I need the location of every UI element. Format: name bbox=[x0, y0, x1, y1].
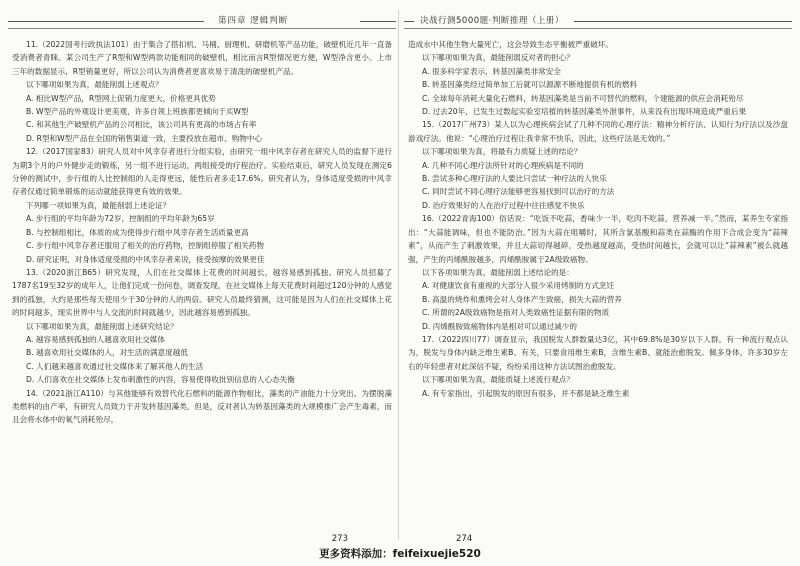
answer-option: D. 研究证明，对身体适度受损的中风幸存者来说，接受按摩的效果更佳 bbox=[26, 254, 265, 264]
answer-option: B. 尝试多种心理疗法的人要比只尝试一种疗法的人快乐 bbox=[422, 174, 607, 184]
question-prompt: 以下哪项如果为真，最能削弱上述研究结论？ bbox=[26, 321, 178, 331]
answer-option: D. 治疗效果好的人在治疗过程中往往感觉不快乐 bbox=[422, 200, 585, 210]
answer-option: B. W型产品的外观设计更美观，许多自领上班族都更倾向于买W型 bbox=[26, 107, 249, 117]
right-page-body bbox=[408, 38, 788, 400]
question-stem: 13.（2020浙江B65）研究发现，人们在社交媒体上花费的时间越长，越容易感到孤独。研究人员招募了1787名19至32岁的成年人，让他们完成一份问卷，调查发现，在社交媒体上每天花费时间超过120分钟的人感觉到的孤独，大约是那些每天使用少于30分钟的人的两倍。研究人员最终猜测，这可能是因为人们在社交媒体上花的时间越多，现实世界中与人交流的时间就越少，因此越容易感到孤独。 bbox=[12, 267, 392, 318]
header-underline bbox=[404, 28, 792, 29]
answer-option: A. 几种不同心理疗法所针对的心理疾病是不同的 bbox=[422, 160, 584, 170]
left-page-body bbox=[12, 38, 392, 427]
answer-option: C. 所谓的2A级致癌物是指对人类致癌性证据有限的物质 bbox=[422, 308, 610, 318]
question-prompt: 以下各项如果为真，最能削弱上述结论的是： bbox=[422, 267, 574, 277]
question-prompt: 以下哪项如果为真，将最有力质疑上述的结论？ bbox=[422, 147, 582, 157]
header-rule bbox=[8, 21, 204, 22]
answer-option: B. 越喜欢用社交媒体的人，对生活的满意度越低 bbox=[26, 348, 188, 358]
answer-option: D. 丙烯酰胺致癌物体内是相对可以通过减少的 bbox=[422, 321, 577, 331]
answer-option: C. 步行组中风幸存者还服用了相关的治疗药物，控制组停服了相关药物 bbox=[26, 241, 264, 251]
answer-option: C. 全球每年消耗大量化石燃料，转基因藻类是当前不可替代的燃料，个建能源的供应会消耗殆尽 bbox=[422, 93, 744, 103]
answer-option: A. 相比W型产品，R型网上促销力度更大，价格更具优势 bbox=[26, 93, 216, 103]
left-page bbox=[8, 8, 396, 544]
question-prompt: 下列哪一项如果为真，最能削弱上述论证？ bbox=[26, 200, 171, 210]
paragraph: 造成水中其他生物大量死亡，这会导致生态平衡被严重破坏。 bbox=[408, 40, 614, 49]
page-number: 273 bbox=[331, 534, 348, 544]
answer-option: C. 同时尝试不同心理疗法能够更容易找到可以治疗的方法 bbox=[422, 187, 615, 197]
question-stem: 11.（2022国考行政执法101）由于集合了搭扣机、马桶、厨理机、研磨机等产品功能，破壁机近几年一直备受消费者青睐。某公司生产了R型和W型两款功能相同的破壁机，相比而言R型情况更方便，W型净含更小。上市三年的数据显示，R型销量更好，所以公司认为消费者更喜欢易于清洗的破壁机产品。 bbox=[12, 40, 392, 76]
answer-option: B. 与控制组相比，体质的成为使得步行组中风幸存者生活质量更高 bbox=[26, 227, 249, 237]
answer-option: D. 人们喜欢在社交媒体上发布刺激性的内容，容易使得收批别信息的人心态失衡 bbox=[26, 375, 295, 385]
answer-option: B. 高温的烧炸和熏烤会对人身体产生致癌，损失大蒜的营养 bbox=[422, 294, 622, 304]
question-prompt: 以下哪项如果为真，最能削弱反对者的担心？ bbox=[422, 53, 574, 63]
answer-option: C. 人们越来越喜欢通过社交媒体来了解其他人的生活 bbox=[26, 361, 204, 371]
question-stem: 12.（2017国家83）研究人员对中风幸存者进行分组实验，由研究一组中风幸存者在研究人员的监督下进行为期3个月的户外健步走的锻炼，另一组不进行运动，两组接受的疗程治疗。实验结束后，研究人员发现在测定6分钟的测试中，步行组的人比控制组的人走得更远，能性后者多走17.6%。研究者认为，身体适度受损的中风幸存者仅通过简单锻炼的运动就能获得更有效的效果。 bbox=[12, 147, 392, 197]
question-stem: 17.（2022四川77）调查显示，我国脱发人群数量达3亿，其中69.8%是30岁以下人群。有一种流行观点认为，脱发与身体内缺乏维生素B、有关，只要食用维生素B，含维生素B、就能治愈脱发。佩多身体，许多30岁左右的年轻患者对此深信不疑，纷纷采用这种方法试图治愈脱发。 bbox=[408, 334, 788, 371]
answer-option: C. 和其他生产破壁机产品的公司相比，该公司具有更高的市场占有率 bbox=[26, 120, 257, 130]
watermark-footer: 更多资料添加：feifeixuejie520 bbox=[319, 548, 481, 560]
answer-option: B. 转基因藻类经过简单加工后就可以源源不断地提供有机的燃料 bbox=[422, 80, 638, 90]
answer-option: A. 越容易感到孤独的人越喜欢用社交媒体 bbox=[26, 334, 165, 344]
header-rule bbox=[574, 21, 792, 22]
answer-option: D. R型和W型产品在全国的销售渠道一致，主要投放在超市、购物中心 bbox=[26, 133, 263, 143]
answer-option: A. 很多科学家表示，转基因藻类非常安全 bbox=[422, 66, 561, 76]
right-page bbox=[404, 8, 792, 544]
answer-option: D. 过去20年，已发生过数起实验室培植的转基因藻类外泄事件，从来没有出现环境造成严重后果 bbox=[422, 107, 747, 117]
question-stem: 14.（2021浙江A110）与其他能够有效替代化石燃料的能源作物相比，藻类的产油能力十分突出。为摆脱藻类燃料的由产率，有研究人员致力于开发转基因藻类。但是，反对者认为转基因藻类的大规模推广会产生毒素，而且会将水体中的氧气消耗殆尽， bbox=[12, 388, 392, 425]
header-rule bbox=[360, 21, 396, 22]
header-underline bbox=[8, 28, 396, 29]
answer-option: A. 有专家指出，引起脱发的原因有很多，并不都是缺乏维生素 bbox=[422, 388, 630, 398]
page-number: 274 bbox=[456, 534, 473, 544]
header-rule bbox=[404, 21, 414, 22]
left-running-header bbox=[8, 14, 396, 28]
question-stem: 15.（2017广州73）某人以为心理疾病会试了几种不同的心理疗法：精神分析疗法、认知行为疗法以及沙盘游戏疗法。他说：“心理治疗过程让我非常不快乐，因此，这些疗法是无效的。” bbox=[408, 120, 788, 143]
book-gutter bbox=[398, 10, 399, 540]
question-stem: 16.（2022青海100）俗话说：“吃饭不吃蒜，香味少一半，吃肉不吃蒜，营养减一半。”然而，某养生专家指出：“大蒜能调味，但也不能防治。”因为大蒜在咀嚼时，其所含氯基酸和蒜类在蒜酶的作用下合成会变为“蒜辣素”，从而产生了刺激效果，并且大蒜切得越碎，受热越度越高，受热时间越长，会就可以让“蒜辣素”被么就越强，产生的丙烯酰胺越多，丙烯酰胺属于2A级致癌物。 bbox=[408, 214, 788, 264]
right-running-header bbox=[404, 14, 792, 28]
answer-option: A. 对健康饮食有重视的大部分人很少采用烤制的方式烹饪 bbox=[422, 281, 615, 291]
question-prompt: 以下哪项如果为真，最能削弱上述观点？ bbox=[26, 80, 163, 90]
question-prompt: 以下哪项如果为真，最能质疑上述流行观点？ bbox=[422, 375, 574, 385]
chapter-title: 第四章 逻辑判断 bbox=[218, 16, 289, 26]
answer-option: A. 步行组的平均年龄为72岁，控制组的平均年龄为65岁 bbox=[26, 214, 215, 224]
book-title: 决战行测5000题·判断推理（上册） bbox=[420, 16, 564, 26]
